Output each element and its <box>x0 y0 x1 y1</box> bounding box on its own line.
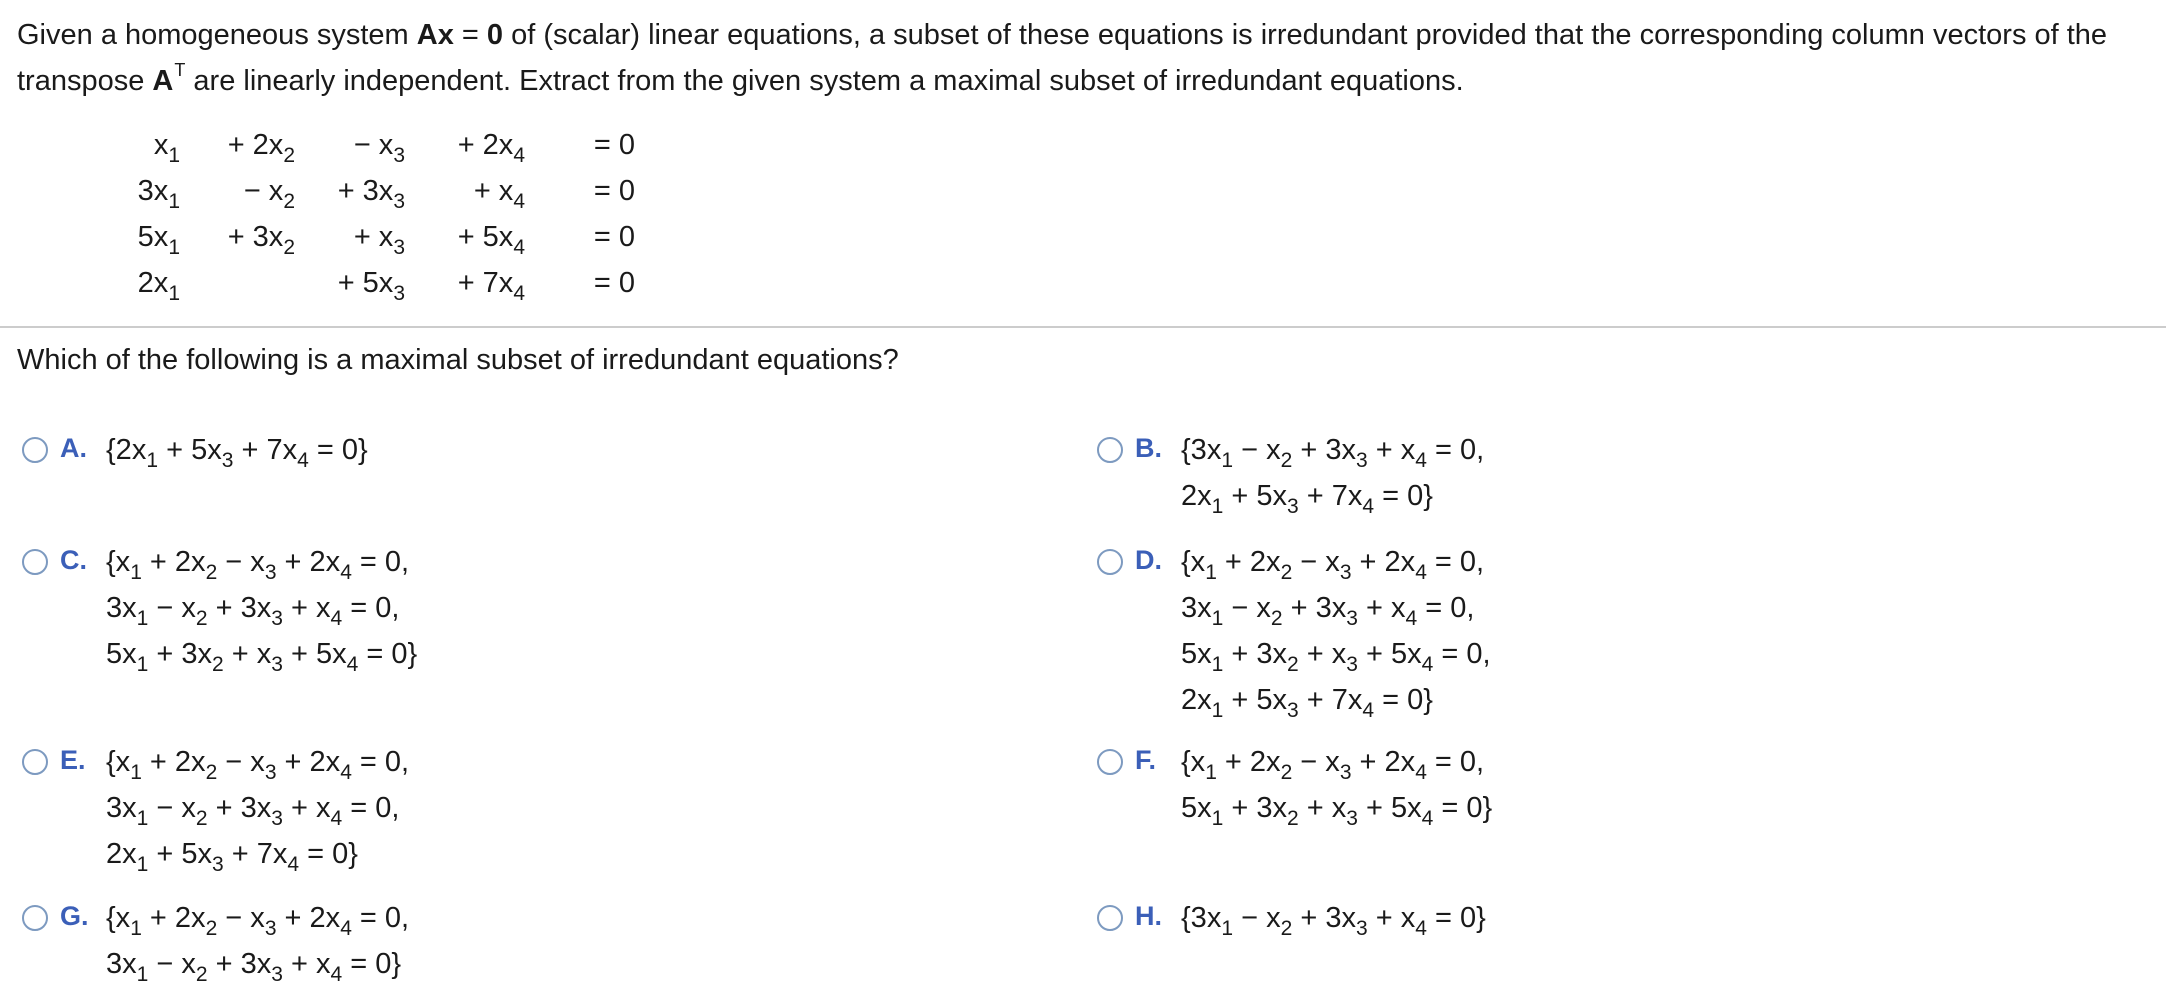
system-term: = 0 <box>593 220 635 253</box>
system-term: + $7x_4$ <box>457 266 525 305</box>
system-term: + $x_4$ <box>473 174 525 213</box>
system-row <box>120 214 635 260</box>
question-text: Which of the following is a maximal subset of irredundant equations? <box>17 344 899 376</box>
option-equations <box>106 742 409 880</box>
equation-line: $\{2x_1 + 5x_3 + 7x_4 = 0\}$ <box>106 434 368 472</box>
system-term: + $2x_2$ <box>227 128 295 167</box>
equation-line: $3x_1 - x_2 + 3x_3 + x_4 = 0$, <box>1181 592 1475 630</box>
equation-line: {$x_1 + 2x_2 - x_3 + 2x_4 = 0$, <box>106 746 410 784</box>
system-term: = 0 <box>593 266 635 299</box>
option-e-radio[interactable] <box>22 749 48 775</box>
equation-line: $3x_1 - x_2 + 3x_3 + x_4 = 0$, <box>106 592 400 630</box>
option-letter: G. <box>60 901 89 931</box>
system-row <box>120 260 635 306</box>
problem-statement-line-2: transpose $A^T$ are linearly independent. Extract from the given system a maximal subset of irredundant equations. <box>17 60 1464 97</box>
option-c-radio[interactable] <box>22 549 48 575</box>
option-b[interactable] <box>1097 430 1484 522</box>
option-equations <box>1181 742 1492 834</box>
option-a[interactable] <box>22 430 368 476</box>
option-a-radio[interactable] <box>22 437 48 463</box>
equation-line: $2x_1 + 5x_3 + 7x_4 = 0$} <box>1181 480 1433 518</box>
option-c[interactable] <box>22 542 417 680</box>
option-letter: C. <box>60 545 87 575</box>
equation-system <box>120 122 635 306</box>
equation-line: $3x_1 - x_2 + 3x_3 + x_4 = 0$, <box>106 792 400 830</box>
equation-line: $5x_1 + 3x_2 + x_3 + 5x_4 = 0$, <box>1181 638 1491 676</box>
system-row <box>120 122 635 168</box>
equation-line: $\{3x_1 - x_2 + 3x_3 + x_4 = 0\}$ <box>1181 902 1486 940</box>
equation-line: $2x_1 + 5x_3 + 7x_4 = 0$} <box>1181 684 1433 722</box>
system-row <box>120 168 635 214</box>
system-term: + $2x_4$ <box>457 128 525 167</box>
system-term: $5x_1$ <box>137 220 180 259</box>
equation-line: {$x_1 + 2x_2 - x_3 + 2x_4 = 0$, <box>106 546 410 584</box>
system-term: + $3x_2$ <box>227 220 295 259</box>
option-equations <box>106 430 368 476</box>
equation-line: $3x_1 - x_2 + 3x_3 + x_4 = 0$} <box>106 948 402 986</box>
option-d[interactable] <box>1097 542 1491 726</box>
section-divider <box>0 326 2166 328</box>
problem-statement <box>17 12 2157 107</box>
option-g-radio[interactable] <box>22 905 48 931</box>
option-h-radio[interactable] <box>1097 905 1123 931</box>
option-letter: A. <box>60 433 87 463</box>
system-term: $2x_1$ <box>137 266 180 305</box>
problem-statement-line-1: Given a homogeneous system Ax = 0 of (scalar) linear equations, a subset of these equations is irredundant provided that the corresponding column vectors of the <box>17 19 2108 51</box>
option-equations <box>106 898 409 990</box>
option-h[interactable] <box>1097 898 1486 944</box>
equation-line: $5x_1 + 3x_2 + x_3 + 5x_4 = 0$} <box>1181 792 1493 830</box>
option-letter: H. <box>1135 901 1162 931</box>
system-term: = 0 <box>593 128 635 161</box>
system-term: + $x_3$ <box>353 220 405 259</box>
system-term: = 0 <box>593 174 635 207</box>
system-term: $3x_1$ <box>137 174 180 213</box>
option-letter: B. <box>1135 433 1162 463</box>
option-e[interactable] <box>22 742 409 880</box>
equation-line: {$x_1 + 2x_2 - x_3 + 2x_4 = 0$, <box>106 902 410 940</box>
option-letter: E. <box>60 745 86 775</box>
option-equations <box>106 542 417 680</box>
system-term: + $3x_3$ <box>337 174 405 213</box>
option-d-radio[interactable] <box>1097 549 1123 575</box>
option-equations <box>1181 542 1491 726</box>
equation-line: {$x_1 + 2x_2 - x_3 + 2x_4 = 0$, <box>1181 746 1485 784</box>
option-letter: D. <box>1135 545 1162 575</box>
equation-line: $5x_1 + 3x_2 + x_3 + 5x_4 = 0$} <box>106 638 418 676</box>
equation-line: {$x_1 + 2x_2 - x_3 + 2x_4 = 0$, <box>1181 546 1485 584</box>
system-term: + $5x_3$ <box>337 266 405 305</box>
option-b-radio[interactable] <box>1097 437 1123 463</box>
option-f-radio[interactable] <box>1097 749 1123 775</box>
equation-line: {$3x_1 - x_2 + 3x_3 + x_4 = 0$, <box>1181 434 1485 472</box>
system-term: + $5x_4$ <box>457 220 525 259</box>
system-term: $x_1$ <box>153 128 180 167</box>
option-g[interactable] <box>22 898 409 990</box>
system-term: − $x_3$ <box>353 128 405 167</box>
equation-line: $2x_1 + 5x_3 + 7x_4 = 0$} <box>106 838 358 876</box>
option-letter: F. <box>1135 745 1157 775</box>
system-term: − $x_2$ <box>243 174 295 213</box>
option-equations <box>1181 430 1484 522</box>
option-f[interactable] <box>1097 742 1492 834</box>
option-equations <box>1181 898 1486 944</box>
